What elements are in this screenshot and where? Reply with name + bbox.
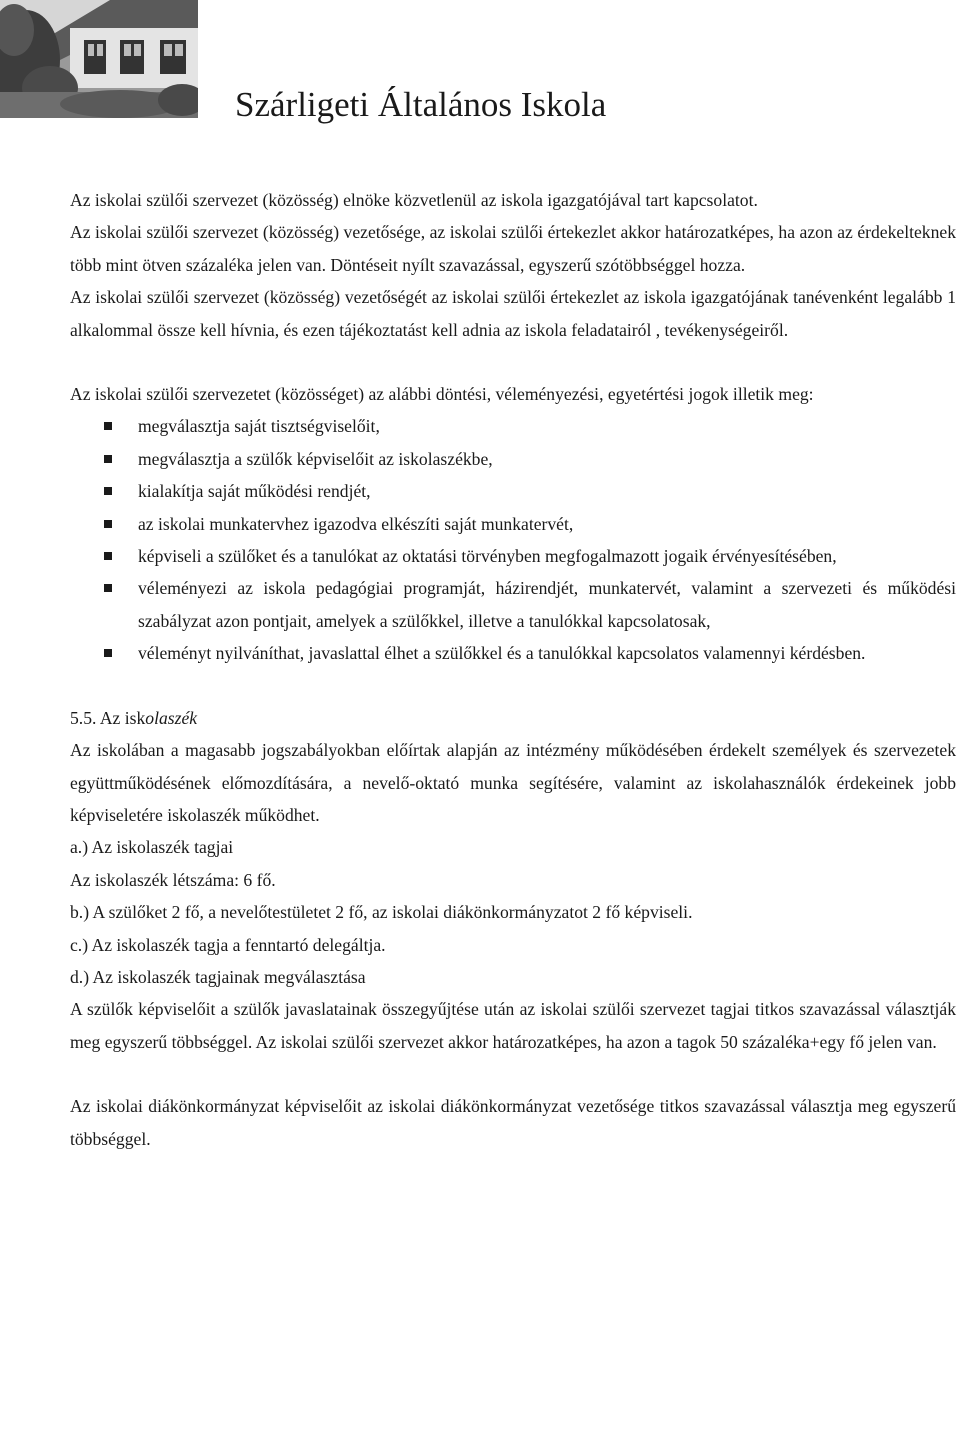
paragraph-chair-contact: Az iskolai szülői szervezet (közösség) elnöke közvetlenül az iskola igazgatójával tart kapcsolatot.: [70, 190, 758, 210]
rights-intro: Az iskolai szülői szervezetet (közösséget) az alábbi döntési, véleményezési, egyetértési jogok illetik meg:: [70, 384, 814, 405]
section-title-italic: olaszék: [145, 707, 198, 728]
list-item: megválasztja a szülők képviselőit az iskolaszékbe,: [138, 443, 956, 475]
list-item: véleményt nyilváníthat, javaslattal élhet a szülőkkel és a tanulókkal kapcsolatos valamennyi kérdésben.: [138, 637, 956, 669]
paragraph-closing: Az iskolai diákönkormányzat képviselőit az iskolai diákönkormányzat vezetősége titkos szavazással választja meg egyszerű többséggel.: [70, 1096, 956, 1149]
section-title-regular: Az isk: [99, 707, 146, 728]
page-title: Szárligeti Általános Iskola: [235, 85, 607, 124]
document-body: [70, 184, 956, 1155]
line-board-size: Az iskolaszék létszáma: 6 fő.: [70, 869, 276, 890]
list-item: véleményezi az iskola pedagógiai programját, házirendjét, munkatervét, valamint a szervezeti és működési szabályzat azon pontjait, amelyek a szülőkkel, illetve a tanulókkal kapcsolatosak,: [138, 572, 956, 637]
paragraph-meeting: Az iskolai szülői szervezet (közösség) vezetőségét az iskolai szülői értekezlet az iskola igazgatójának tanévenként legalább 1 alkalommal össze kell hívnia, és ezen tájékoztatást kell adnia az iskola feladatairól , tevékenységeiről.: [70, 287, 956, 340]
spacer: [70, 346, 956, 378]
section-heading: [70, 702, 956, 734]
paragraph-quorum: Az iskolai szülői szervezet (közösség) vezetősége, az iskolai szülői értekezlet akkor határozatképes, ha azon az érdekelteknek több mint ötven százaléka jelen van. Döntéseit nyílt szavazással, egyszerű szótöbbséggel hozza.: [70, 222, 956, 275]
line-a: a.) Az iskolaszék tagjai: [70, 837, 234, 858]
school-building-photo: [0, 0, 198, 118]
list-item: az iskolai munkatervhez igazodva elkészíti saját munkatervét,: [138, 508, 956, 540]
list-item: kialakítja saját működési rendjét,: [138, 475, 956, 507]
line-d: d.) Az iskolaszék tagjainak megválasztása: [70, 966, 366, 987]
list-item: képviseli a szülőket és a tanulókat az oktatási törvényben megfogalmazott jogaik érvényesítésében,: [138, 540, 956, 572]
line-c: c.) Az iskolaszék tagja a fenntartó delegáltja.: [70, 934, 386, 955]
paragraph-election: A szülők képviselőit a szülők javaslatainak összegyűjtése után az iskolai szülői szervezet tagjai titkos szavazással választják meg egyszerű többséggel. Az iskolai szülői szervezet akkor határozatképes, ha azon a tagok 50 százaléka+egy fő jelen van.: [70, 999, 956, 1052]
spacer: [70, 670, 956, 702]
rights-list: [70, 410, 956, 669]
paragraph-school-board: Az iskolában a magasabb jogszabályokban előírtak alapján az intézmény működésében érdekelt személyek és szervezetek együttműködésének előmozdítására, a nevelő-oktató munka segítésére, valamint az iskolahasználók érdekeinek jobb képviseletére iskolaszék működhet.: [70, 740, 956, 825]
list-item: megválasztja saját tisztségviselőit,: [138, 410, 956, 442]
spacer: [70, 1058, 956, 1090]
school-photo-graphic: [0, 0, 198, 118]
section-number: 5.5.: [70, 707, 97, 728]
line-b: b.) A szülőket 2 fő, a nevelőtestületet 2 fő, az iskolai diákönkormányzatot 2 fő képviseli.: [70, 902, 693, 923]
